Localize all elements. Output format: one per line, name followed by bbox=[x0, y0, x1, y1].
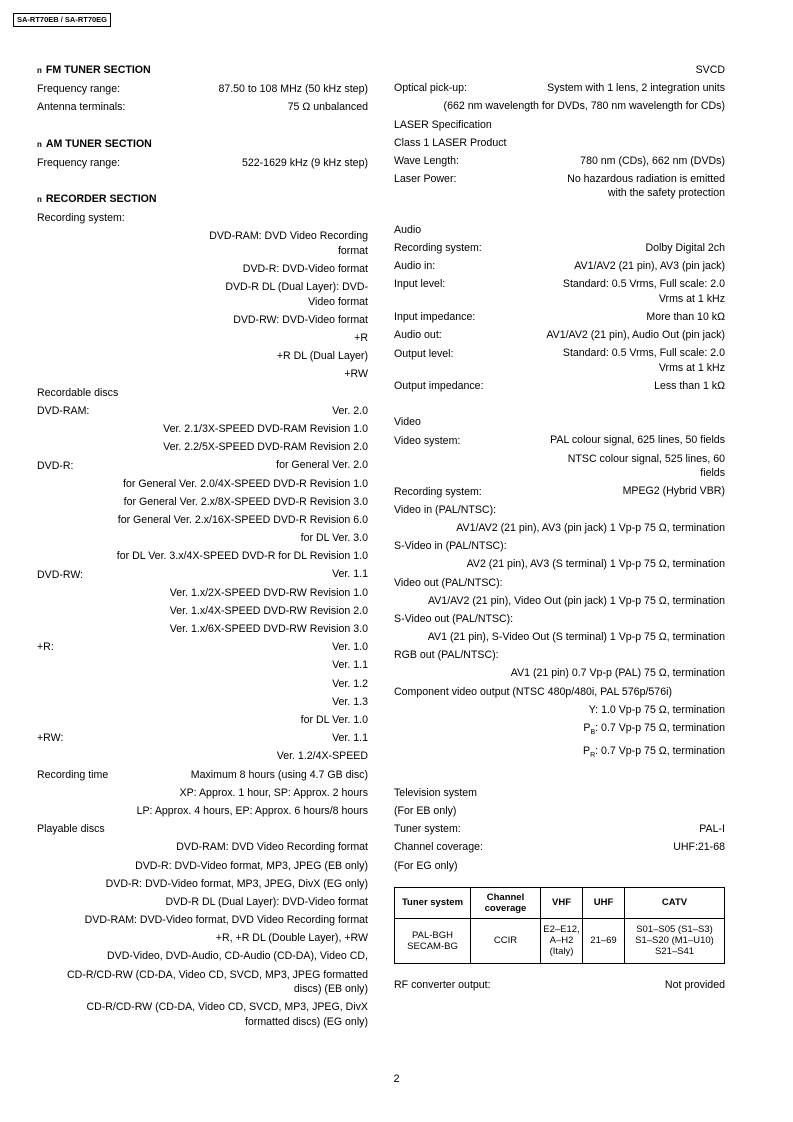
spec-line: AV1 (21 pin), S-Video Out (S terminal) 1 Vp-p 75 Ω, termination bbox=[427, 630, 725, 643]
spec-line: CD-R/CD-RW (CD-DA, Video CD, SVCD, MP3, JPEG, DivX formatted discs) (EG only) bbox=[86, 1001, 368, 1028]
table-header-row bbox=[395, 887, 725, 918]
table-row bbox=[395, 918, 725, 963]
spec-row: Output impedance: Less than 1 kΩ bbox=[394, 380, 725, 393]
spec-line: Y: 1.0 Vp-p 75 Ω, termination bbox=[588, 703, 725, 716]
spec-row: Recording system: MPEG2 (Hybrid VBR) bbox=[394, 485, 725, 498]
recordable-discs-label: Recordable discs bbox=[37, 386, 119, 399]
spec-row: Laser Power: No hazardous radiation is emitted with the safety protection bbox=[394, 172, 725, 200]
spec-row: Tuner system: PAL-I bbox=[394, 822, 725, 836]
spec-line: Ver. 1.2 bbox=[332, 677, 368, 690]
spec-line: CD-R/CD-RW (CD-DA, Video CD, SVCD, MP3, JPEG formatted discs) (EB only) bbox=[67, 968, 368, 996]
table-cell: E2–E12, A–H2 (Italy) bbox=[541, 918, 583, 963]
spec-line: for General Ver. 2.x/8X-SPEED DVD-R Revision 3.0 bbox=[123, 495, 368, 508]
spec-line: $P_R$: 0.7 Vp-p 75 Ω, termination bbox=[583, 745, 725, 760]
spec-line: $P_B$: 0.7 Vp-p 75 Ω, termination bbox=[583, 721, 725, 737]
right-column bbox=[394, 61, 725, 994]
model-tag: SA-RT70EB / SA-RT70EG bbox=[13, 13, 111, 27]
spec-row: RF converter output: Not provided bbox=[394, 978, 725, 991]
spec-row: DVD-R: for General Ver. 2.0 bbox=[37, 459, 368, 472]
spec-line: AV2 (21 pin), AV3 (S terminal) 1 Vp-p 75 Ω, termination bbox=[466, 558, 725, 571]
table-cell: PAL-BGH SECAM-BG bbox=[395, 918, 471, 963]
spec-line: DVD-R: DVD-Video format, MP3, JPEG, DivX (EG only) bbox=[105, 877, 368, 890]
table-header-cell: Channel coverage bbox=[471, 887, 541, 918]
spec-row: Recording system: Dolby Digital 2ch bbox=[394, 241, 725, 255]
spec-line: for General Ver. 2.x/16X-SPEED DVD-R Revision 6.0 bbox=[117, 513, 368, 526]
recording-system-list: DVD-RAM: DVD Video Recording format DVD-R: DVD-Video format DVD-R DL (Dual Layer): DVD-Video format DVD-RW: DVD-Video format +R +R DL (Dual Layer) +RW bbox=[209, 230, 368, 381]
spec-line: +R, +R DL (Double Layer), +RW bbox=[215, 932, 368, 945]
table-header-cell: CATV bbox=[625, 887, 725, 918]
spec-row: DVD-RAM: Ver. 2.0 bbox=[37, 404, 368, 417]
spec-line: (662 nm wavelength for DVDs, 780 nm wavelength for CDs) bbox=[443, 100, 725, 113]
spec-line: DVD-RAM: DVD Video Recording format bbox=[176, 841, 368, 854]
spec-line: Component video output (NTSC 480p/480i, PAL 576p/576i) bbox=[394, 685, 672, 698]
spec-row: Antenna terminals: 75 Ω unbalanced bbox=[37, 101, 368, 114]
spec-line: Ver. 1.x/6X-SPEED DVD-RW Revision 3.0 bbox=[169, 623, 368, 636]
spec-line: Ver. 1.2/4X-SPEED bbox=[276, 750, 368, 763]
spec-row: +RW: Ver. 1.1 bbox=[37, 732, 368, 745]
spec-line: DVD-RAM: DVD-Video format, DVD Video Recording format bbox=[84, 914, 368, 927]
spec-row: Frequency range: 522-1629 kHz (9 kHz step) bbox=[37, 156, 368, 169]
spec-row: Input impedance: More than 10 kΩ bbox=[394, 310, 725, 324]
laser-class-label: Class 1 LASER Product bbox=[394, 136, 507, 149]
spec-row: Audio in: AV1/AV2 (21 pin), AV3 (pin jack) bbox=[394, 260, 725, 273]
recorder-section-heading: n RECORDER SECTION bbox=[37, 193, 157, 206]
table-header-cell: Tuner system bbox=[395, 887, 471, 918]
spec-line: Ver. 1.x/2X-SPEED DVD-RW Revision 1.0 bbox=[169, 586, 368, 599]
table-header-cell: VHF bbox=[541, 887, 583, 918]
spec-row: Video system: PAL colour signal, 625 lines, 50 fields bbox=[394, 434, 725, 447]
tv-system-heading: Television system bbox=[394, 786, 478, 799]
spec-line: for DL Ver. 1.0 bbox=[300, 713, 368, 726]
spec-line: DVD-R DL (Dual Layer): DVD-Video format bbox=[165, 895, 368, 908]
spec-row: Audio out: AV1/AV2 (21 pin), Audio Out (pin jack) bbox=[394, 329, 725, 342]
spec-row: Frequency range: 87.50 to 108 MHz (50 kHz step) bbox=[37, 83, 368, 96]
spec-line: S-Video in (PAL/NTSC): bbox=[394, 540, 507, 553]
spec-line: Video out (PAL/NTSC): bbox=[394, 576, 503, 589]
spec-line: Ver. 2.1/3X-SPEED DVD-RAM Revision 1.0 bbox=[163, 422, 368, 435]
spec-line: Ver. 2.2/5X-SPEED DVD-RAM Revision 2.0 bbox=[163, 441, 368, 454]
audio-heading: Audio bbox=[394, 223, 422, 236]
spec-line: for DL Ver. 3.0 bbox=[300, 532, 368, 545]
spec-line: DVD-R: DVD-Video format, MP3, JPEG (EB only) bbox=[135, 859, 368, 872]
spec-line: DVD-Video, DVD-Audio, CD-Audio (CD-DA), Video CD, bbox=[106, 950, 368, 963]
spec-line: Ver. 1.3 bbox=[332, 695, 368, 708]
spec-row: Wave Length: 780 nm (CDs), 662 nm (DVDs) bbox=[394, 154, 725, 167]
eb-only-label: (For EB only) bbox=[394, 804, 457, 817]
table-cell: 21–69 bbox=[583, 918, 625, 963]
laser-spec-label: LASER Specification bbox=[394, 118, 492, 131]
spec-row: Optical pick-up: System with 1 lens, 2 integration units bbox=[394, 81, 725, 95]
fm-section-heading: n FM TUNER SECTION bbox=[37, 64, 151, 76]
am-section-heading: n AM TUNER SECTION bbox=[37, 137, 152, 150]
spec-row: Channel coverage: UHF:21-68 bbox=[394, 841, 725, 854]
spec-line: for DL Ver. 3.x/4X-SPEED DVD-R for DL Revision 1.0 bbox=[116, 550, 368, 563]
spec-line: RGB out (PAL/NTSC): bbox=[394, 649, 499, 662]
table-cell: CCIR bbox=[471, 918, 541, 963]
spec-line: AV1/AV2 (21 pin), Video Out (pin jack) 1 Vp-p 75 Ω, termination bbox=[427, 594, 725, 607]
spec-line: for General Ver. 2.0/4X-SPEED DVD-R Revision 1.0 bbox=[123, 477, 368, 490]
recording-system-label: Recording system: bbox=[37, 212, 125, 225]
page-number: 2 bbox=[393, 1073, 400, 1085]
table-header-cell: UHF bbox=[583, 887, 625, 918]
table-cell: S01–S05 (S1–S3) S1–S20 (M1–U10) S21–S41 bbox=[625, 918, 725, 963]
spec-row: Recording time Maximum 8 hours (using 4.7 GB disc) bbox=[37, 768, 368, 781]
spec-line: NTSC colour signal, 525 lines, 60 fields bbox=[567, 452, 725, 480]
spec-line: S-Video out (PAL/NTSC): bbox=[394, 612, 514, 625]
playable-discs-label: Playable discs bbox=[37, 823, 105, 836]
spec-line: AV1 (21 pin) 0.7 Vp-p (PAL) 75 Ω, termination bbox=[510, 667, 725, 680]
spec-line: Ver. 1.1 bbox=[332, 659, 368, 672]
eg-only-label: (For EG only) bbox=[394, 859, 458, 872]
spec-row: +R: Ver. 1.0 bbox=[37, 641, 368, 654]
tuner-coverage-table bbox=[394, 887, 725, 964]
spec-row: Output level: Standard: 0.5 Vrms, Full scale: 2.0 Vrms at 1 kHz bbox=[394, 347, 725, 374]
spec-row: Input level: Standard: 0.5 Vrms, Full scale: 2.0 Vrms at 1 kHz bbox=[394, 278, 725, 305]
spec-line: XP: Approx. 1 hour, SP: Approx. 2 hours bbox=[179, 786, 368, 799]
spec-line: Video in (PAL/NTSC): bbox=[394, 503, 497, 516]
spec-line: SVCD bbox=[695, 63, 725, 76]
spec-line: AV1/AV2 (21 pin), AV3 (pin jack) 1 Vp-p 75 Ω, termination bbox=[456, 521, 725, 534]
spec-line: LP: Approx. 4 hours, EP: Approx. 6 hours/8 hours bbox=[136, 804, 368, 817]
video-heading: Video bbox=[394, 416, 421, 429]
left-column bbox=[37, 61, 368, 1031]
spec-line: Ver. 1.x/4X-SPEED DVD-RW Revision 2.0 bbox=[169, 604, 368, 617]
spec-row: DVD-RW: Ver. 1.1 bbox=[37, 568, 368, 581]
